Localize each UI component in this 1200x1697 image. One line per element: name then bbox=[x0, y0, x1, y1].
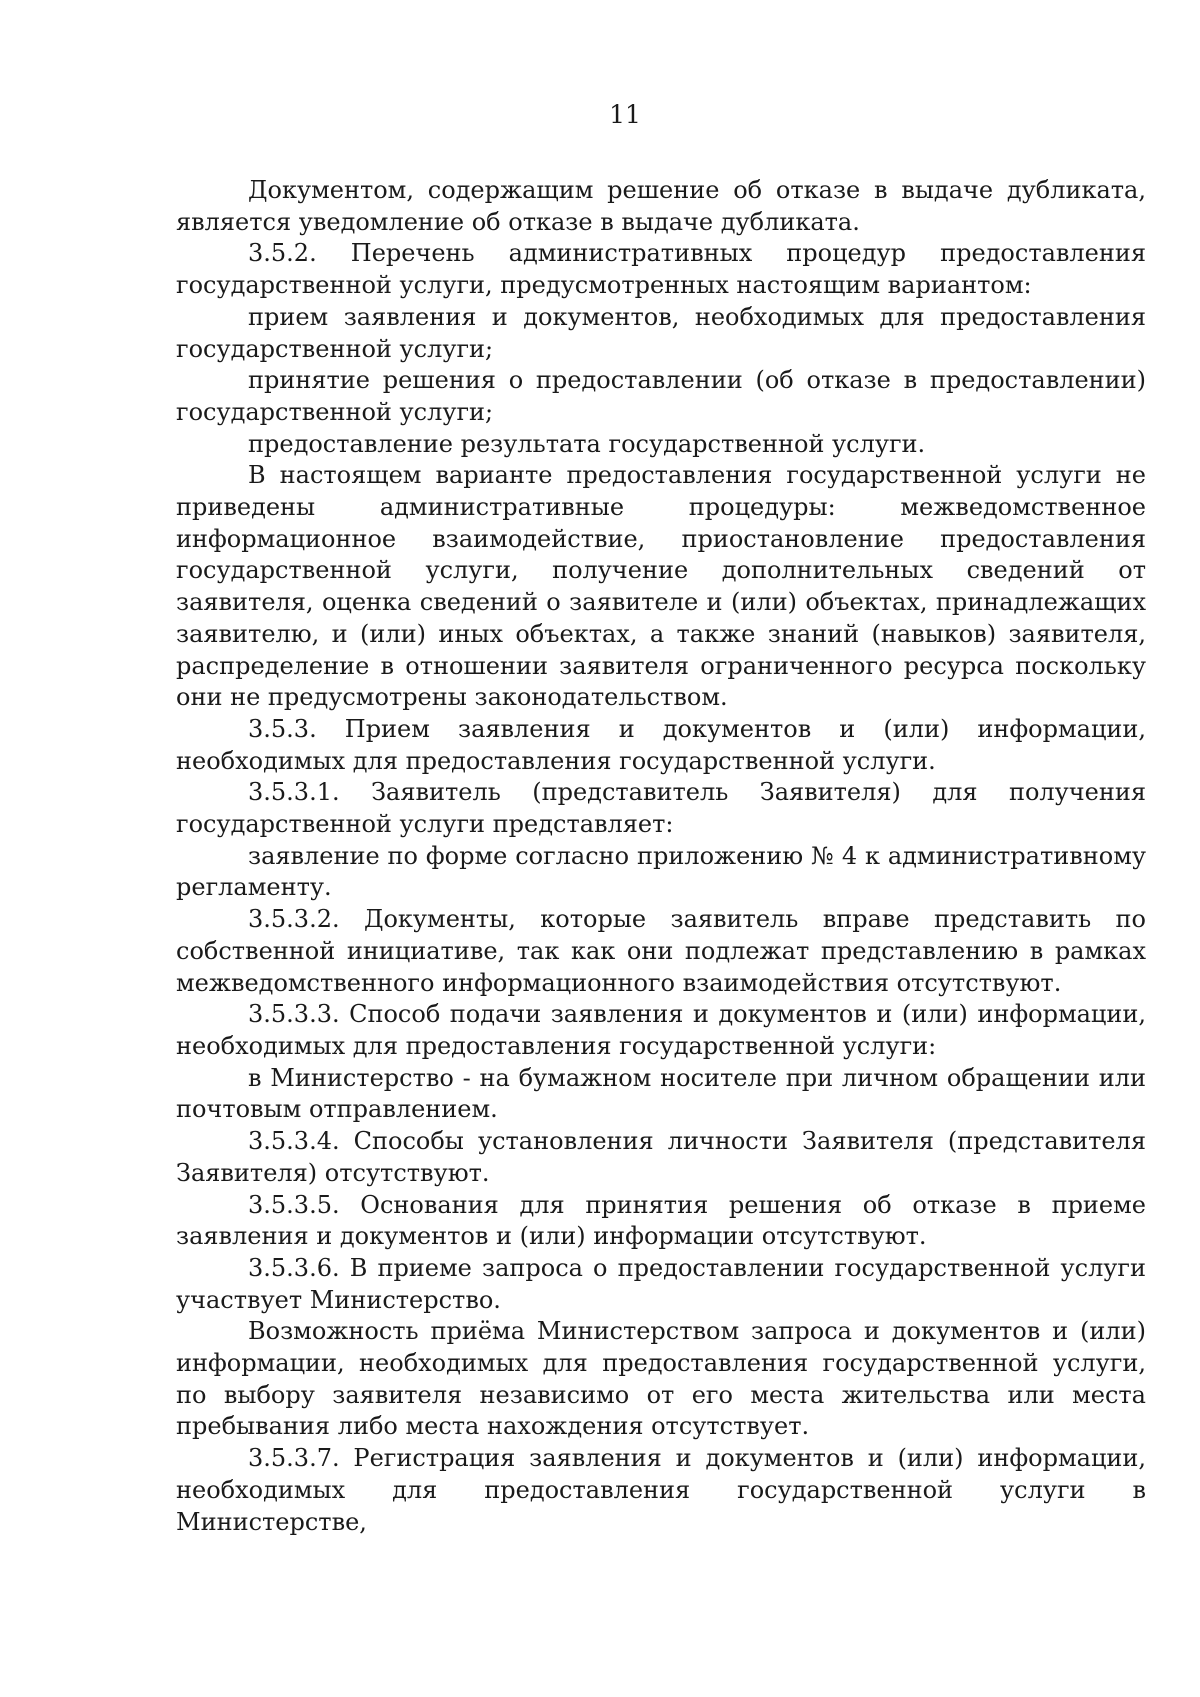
paragraph: предоставление результата государственной услуги. bbox=[248, 429, 926, 458]
paragraph: Документом, содержащим решение об отказе в выдаче дубликата, является уведомление об отказе в выдаче дубликата. bbox=[176, 176, 1146, 236]
paragraph: 3.5.3.2. Документы, которые заявитель вправе представить по собственной инициативе, так как они подлежат представлению в рамках межведомственного информационного взаимодействия отсутствуют. bbox=[176, 905, 1146, 997]
paragraph: прием заявления и документов, необходимых для предоставления государственной услуги; bbox=[176, 302, 1146, 363]
paragraph: принятие решения о предоставлении (об отказе в предоставлении) государственной услуги; bbox=[176, 366, 1146, 426]
page-number: 11 bbox=[609, 100, 641, 129]
paragraph: 3.5.3.5. Основания для принятия решения об отказе в приеме заявления и документов и (или) информации отсутствуют. bbox=[176, 1190, 1146, 1251]
paragraph: 3.5.3. Прием заявления и документов и (или) информации, необходимых для предоставления государственной услуги. bbox=[176, 714, 1146, 775]
paragraph: Возможность приёма Министерством запроса и документов и (или) информации, необходимых для предоставления государственной услуги, по выбору заявителя независимо от его места жительства или места пребывания либо места нахождения отсутствует. bbox=[176, 1317, 1146, 1441]
paragraph: 3.5.3.1. Заявитель (представитель Заявителя) для получения государственной услуги представляет: bbox=[176, 778, 1146, 839]
paragraph: 3.5.2. Перечень административных процедур предоставления государственной услуги, предусмотренных настоящим вариантом: bbox=[176, 239, 1146, 300]
paragraph: 3.5.3.7. Регистрация заявления и документов и (или) информации, необходимых для предоставления государственной услуги в Министерстве, bbox=[176, 1444, 1146, 1536]
paragraph: заявление по форме согласно приложению № 4 к административному регламенту. bbox=[176, 841, 1146, 902]
paragraph: 3.5.3.4. Способы установления личности Заявителя (представителя Заявителя) отсутствуют. bbox=[176, 1127, 1146, 1187]
document-body bbox=[176, 175, 1146, 1538]
paragraph: 3.5.3.6. В приеме запроса о предоставлении государственной услуги участвует Министерство. bbox=[176, 1253, 1146, 1314]
paragraph: в Министерство - на бумажном носителе при личном обращении или почтовым отправлением. bbox=[176, 1063, 1146, 1124]
paragraph: В настоящем варианте предоставления государственной услуги не приведены административные процедуры: межведомственное информационное взаимодействие, приостановление предоставления государственной услуги, получение дополнительных сведений от заявителя, оценка сведений о заявителе и (или) объектах, принадлежащих заявителю, и (или) иных объектах, а также знаний (навыков) заявителя, распределение в отношении заявителя ограниченного ресурса поскольку они не предусмотрены законодательством. bbox=[176, 461, 1146, 712]
paragraph: 3.5.3.3. Способ подачи заявления и документов и (или) информации, необходимых для предоставления государственной услуги: bbox=[176, 1000, 1146, 1060]
